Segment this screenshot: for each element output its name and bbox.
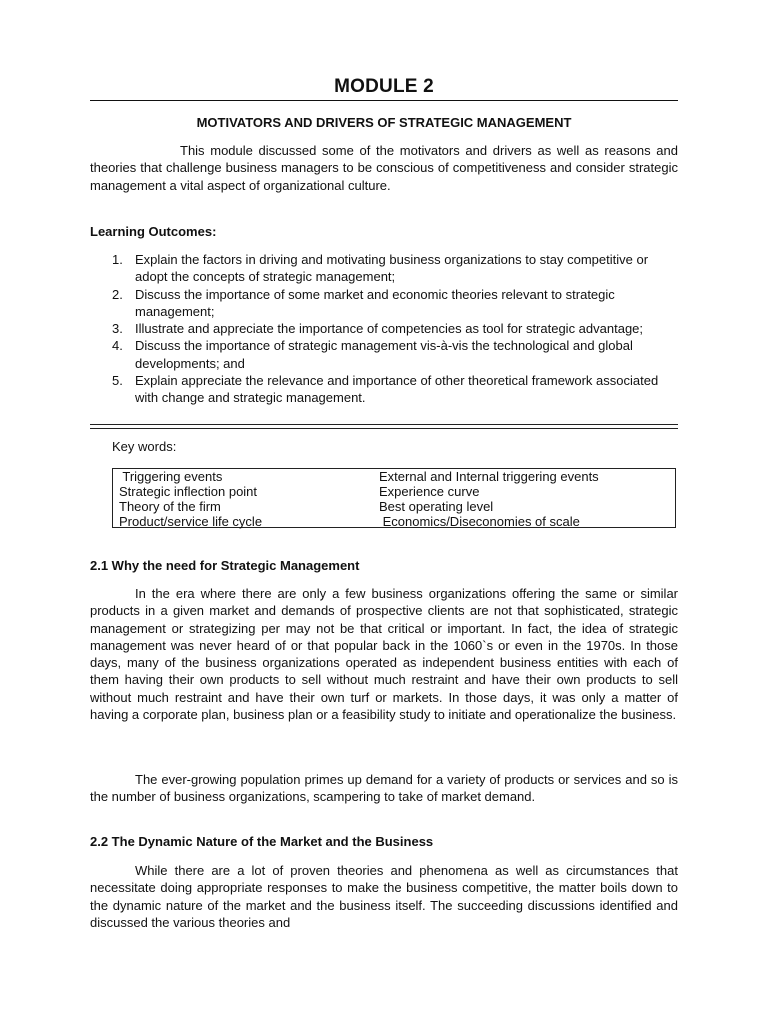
section-2-2-heading: 2.2 The Dynamic Nature of the Market and the Business [90,834,434,849]
section-2-1-paragraph-2: The ever-growing population primes up demand for a variety of products or services and so is the number of business organizations, scampering to take of market demand. [90,772,678,805]
key-word-cell: External and Internal triggering events [379,469,599,484]
table-row [113,514,675,529]
section-2-1-paragraph-1: In the era where there are only a few business organizations offering the same or similar products in a given market and demands of prospective clients are not that sophisticated, strategic management or strategizing per may not be that critical or important. In fact, the idea of strategic management was never heard of or that popular back in the 1060`s or even in the 1970s. In those days, many of the business organizations operated as independent business entities with each of them having their own products to sell without much restraint and have their own products to sell without much restraint and have their own turf or markets. In those days, it was only a matter of having a corporate plan, business plan or a feasibility study to initiate and operationalize the business. [90,586,678,723]
list-item: 3. Illustrate and appreciate the importance of competencies as tool for strategic advantage; [112,321,644,337]
list-item: 4. Discuss the importance of strategic management vis-à-vis the technological and global developments; and [112,338,633,371]
key-words-label: Key words: [112,439,177,454]
section-2-1-heading: 2.1 Why the need for Strategic Management [90,558,360,573]
key-word-cell: Product/service life cycle [119,514,263,529]
learning-outcomes-list [90,251,678,407]
learning-outcomes-heading: Learning Outcomes: [90,224,217,239]
section-divider [90,424,678,429]
table-row [113,469,675,484]
key-word-cell: Best operating level [379,499,494,514]
key-word-cell: Triggering events [119,469,223,484]
intro-paragraph: This module discussed some of the motivators and drivers as well as reasons and theories that challenge business managers to be conscious of competitiveness and consider strategic management a vital aspect of organizational culture. [90,143,678,193]
key-word-cell: Economics/Diseconomies of scale [379,514,580,529]
list-item: 5. Explain appreciate the relevance and importance of other theoretical framework associated with change and strategic management. [112,373,659,406]
key-word-cell: Strategic inflection point [119,484,258,499]
table-row [113,499,675,514]
key-words-table [112,468,676,528]
key-word-cell: Theory of the firm [119,499,221,514]
module-title: MODULE 2 [334,76,434,97]
title-underline [90,100,678,101]
table-row [113,484,675,499]
key-word-cell: Experience curve [379,484,480,499]
module-subtitle: MOTIVATORS AND DRIVERS OF STRATEGIC MANAGEMENT [196,115,572,130]
list-item: 1. Explain the factors in driving and motivating business organizations to stay competitive or adopt the concepts of strategic management; [112,252,649,285]
list-item: 2. Discuss the importance of some market and economic theories relevant to strategic management; [112,286,615,319]
section-2-2-paragraph-1: While there are a lot of proven theories and phenomena as well as circumstances that necessitate doing appropriate responses to make the business competitive, the matter boils down to the dynamic nature of the market and the business itself. The succeeding discussions identified and discussed the various theories and [90,863,678,930]
